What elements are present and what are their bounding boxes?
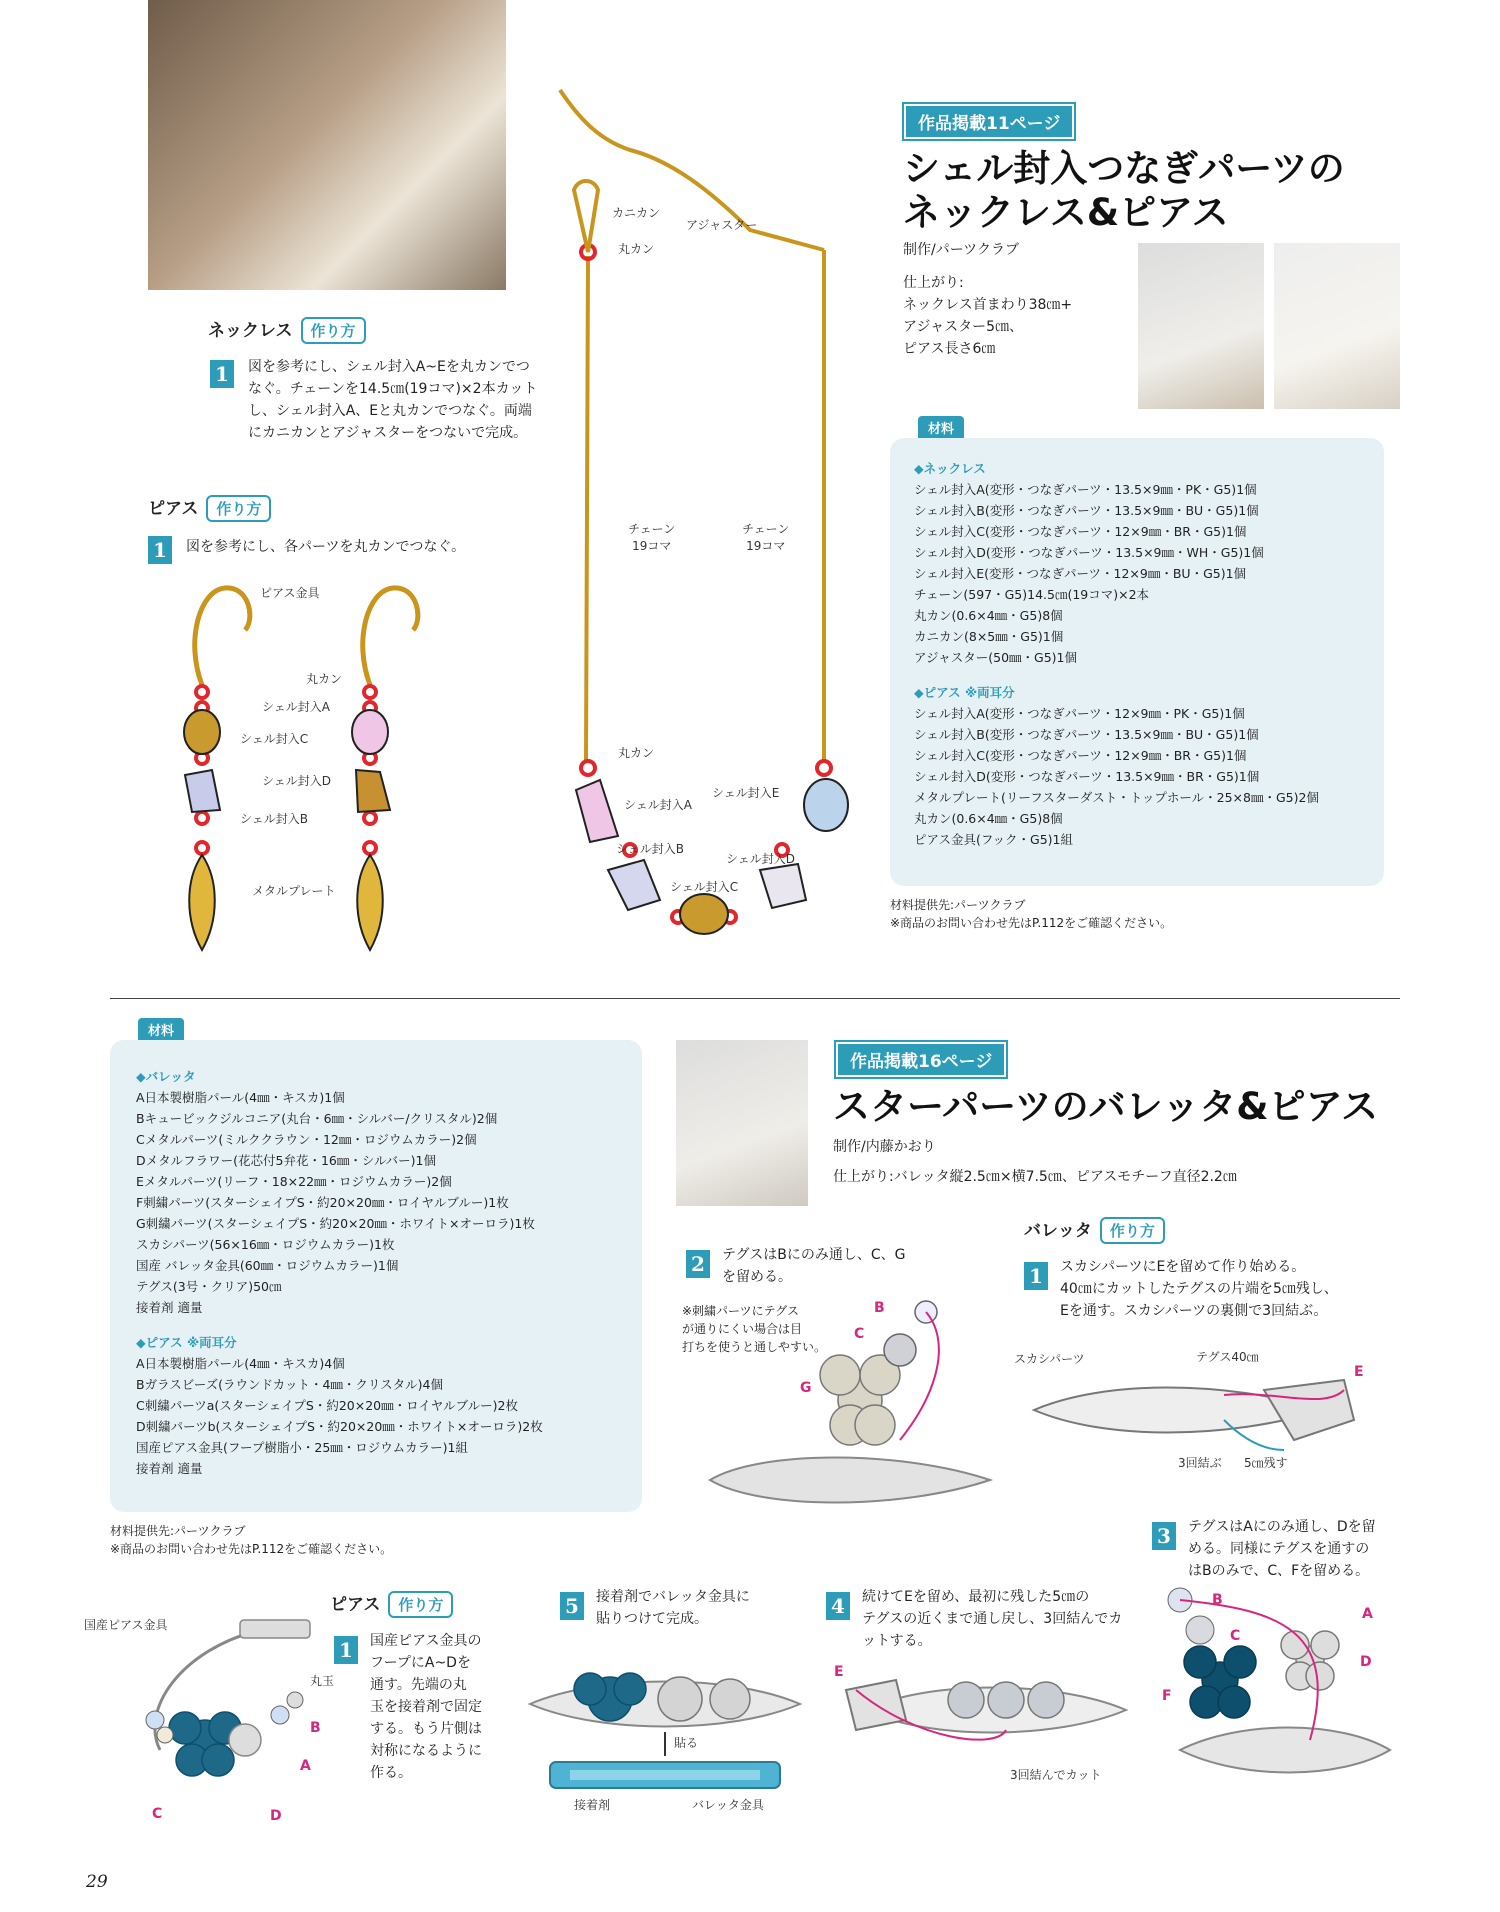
earring-photo [1138,243,1264,409]
material-item: アジャスター(50㎜・G5)1個 [914,650,1078,665]
step2-text: テグスはBにのみ通し、C、G を留める。 [722,1247,906,1285]
bottom-page-tag: 作品掲載16ページ [836,1042,1006,1077]
step4-number: 4 [826,1592,850,1620]
material-item: Bキュービックジルコニア(丸台・6㎜・シルバー/クリスタル)2個 [136,1111,498,1126]
mat-necklace-list [914,479,1374,668]
step5-diagram [520,1654,810,1814]
material-item: シェル封入C(変形・つなぎパーツ・12×9㎜・BR・G5)1個 [914,748,1247,763]
step4-text: 続けてEを留め、最初に残した5㎝の テグスの近くまで通し戻し、3回結んでカ ットする。 [862,1589,1123,1649]
neck-label-chain-left: チェーン 19コマ [628,522,676,553]
bottom-piercing-step-text: 国産ピアス金具の フープにA~Dを 通す。先端の丸 玉を接着剤で固定 する。もう片側は 対称になるように 作る。 [370,1633,482,1781]
top-materials-list [914,458,1374,850]
howto-pill: 作り方 [1100,1217,1165,1244]
pierce-letter-c: C [152,1806,163,1822]
material-item: メタルプレート(リーフスターダスト・トップホール・25×8㎜・G5)2個 [914,790,1319,805]
barrette-head-text: バレッタ [1024,1221,1092,1241]
label-knot3: 3回結ぶ [1178,1456,1222,1470]
bottom-materials-box [110,1040,642,1512]
step4-letter-e: E [834,1664,844,1680]
pierce-letter-d: D [270,1808,282,1824]
label-barrette-fitting: バレッタ金具 [692,1798,764,1812]
material-item: カニカン(8×5㎜・G5)1個 [914,629,1064,644]
material-item: シェル封入B(変形・つなぎパーツ・13.5×9㎜・BU・G5)1個 [914,727,1259,742]
necklace-step-number: 1 [210,360,234,388]
top-supplier-note: 材料提供先:パーツクラブ ※商品のお問い合わせ先はP.112をご確認ください。 [890,898,1173,930]
neck-label-shellD: シェル封入D [726,852,796,866]
step3-letter-b: B [1212,1592,1223,1608]
material-item: ピアス金具(フック・G5)1組 [914,832,1073,847]
material-item: チェーン(597・G5)14.5㎝(19コマ)×2本 [914,587,1150,602]
step2-letter-c: C [854,1326,865,1342]
material-item: A日本製樹脂パール(4㎜・キスカ)4個 [136,1356,345,1371]
label-marudama: 丸玉 [310,1674,335,1688]
howto-pill: 作り方 [206,495,271,522]
label-remain5: 5㎝残す [1244,1456,1288,1470]
barrette-photo [676,1040,808,1206]
neck-label-chain-right: チェーン 19コマ [742,522,790,553]
pierce-letter-a: A [300,1758,311,1774]
step2-number: 2 [686,1250,710,1278]
bottom-supplier-note: 材料提供先:パーツクラブ ※商品のお問い合わせ先はP.112をご確認ください。 [110,1524,393,1556]
ear-label-marukan: 丸カン [306,672,343,686]
necklace-diagram [560,80,860,950]
mat-barrette-head: ◆バレッタ [136,1069,196,1084]
step2-letter-b: B [874,1300,885,1316]
neck-label-shellB: シェル封入B [616,842,684,856]
step1-number: 1 [1024,1262,1048,1290]
material-item: C刺繍パーツa(スターシェイプS・約20×20㎜・ロイヤルブルー)2枚 [136,1398,518,1413]
step5-text: 接着剤でバレッタ金具に 貼りつけて完成。 [596,1589,750,1627]
piercing-step-text: 図を参考にし、各パーツを丸カンでつなぐ。 [186,539,466,555]
material-item: シェル封入D(変形・つなぎパーツ・13.5×9㎜・BR・G5)1個 [914,769,1260,784]
top-finish: 仕上がり: ネックレス首まわり38㎝+ アジャスター5㎝、 ピアス長さ6㎝ [903,275,1073,357]
model-photo [148,0,506,290]
top-title-line1: シェル封入つなぎパーツの [903,147,1345,190]
step1-text: スカシパーツにEを留めて作り始める。 40㎝にカットしたテグスの片端を5㎝残し、 Eを通す。スカシパーツの裏側で3回結ぶ。 [1060,1259,1338,1319]
bottom-materials-list [136,1066,636,1479]
material-item: 国産ピアス金具(フープ樹脂小・25㎜・ロジウムカラー)1組 [136,1440,468,1455]
material-item: テグス(3号・クリア)50㎝ [136,1279,282,1294]
bottom-piercing-head-text: ピアス [330,1595,381,1615]
label-tegusu40: テグス40㎝ [1196,1350,1259,1364]
bottom-title: スターパーツのバレッタ&ピアス [833,1085,1379,1128]
bottom-piercing-diagram [120,1620,340,1820]
bottom-piercing-heading [330,1590,453,1618]
label-paste: 貼る [674,1736,699,1750]
label-hoop: 国産ピアス金具 [84,1618,168,1632]
bottom-piercing-step-number: 1 [334,1636,358,1664]
ear-label-shellC: シェル封入C [240,732,309,746]
material-item: Eメタルパーツ(リーフ・18×22㎜・ロジウムカラー)2個 [136,1174,452,1189]
step1-letter-e: E [1354,1364,1364,1380]
material-item: D刺繍パーツb(スターシェイプS・約20×20㎜・ホワイト×オーロラ)2枚 [136,1419,543,1434]
material-item: 丸カン(0.6×4㎜・G5)8個 [914,811,1063,826]
necklace-heading [208,316,366,344]
necklace-step-text: 図を参考にし、シェル封入A~Eを丸カンでつ なぐ。チェーンを14.5㎝(19コマ)×2本カット し、シェル封入A、Eと丸カンでつなぐ。両端 にカニカンとアジャスターをつないで完成。 [248,359,538,441]
ear-label-shellB: シェル封入B [240,812,308,826]
neck-label-marukan: 丸カン [618,242,655,256]
mat-piercing-head: ◆ピアス ※両耳分 [914,685,1015,700]
page-number: 29 [86,1872,108,1892]
mat-barrette-list [136,1087,636,1318]
step3-letter-c: C [1230,1628,1241,1644]
material-item: シェル封入D(変形・つなぎパーツ・13.5×9㎜・WH・G5)1個 [914,545,1264,560]
neck-label-shellE: シェル封入E [712,786,780,800]
material-item: F刺繍パーツ(スターシェイプS・約20×20㎜・ロイヤルブルー)1枚 [136,1195,509,1210]
material-item: 接着剤 適量 [136,1300,203,1315]
step2-note: ※刺繍パーツにテグス が通りにくい場合は目 打ちを使うと通しやすい。 [682,1304,827,1354]
mat-bottom-piercing-list [136,1353,636,1479]
material-item: シェル封入C(変形・つなぎパーツ・12×9㎜・BR・G5)1個 [914,524,1247,539]
material-item: スカシパーツ(56×16㎜・ロジウムカラー)1枚 [136,1237,395,1252]
section-divider [110,998,1400,999]
ear-label-shellA: シェル封入A [262,700,330,714]
step3-letter-a: A [1362,1606,1373,1622]
label-glue: 接着剤 [574,1798,611,1812]
piercing-head-text: ピアス [148,499,199,519]
neck-label-marukan2: 丸カン [618,746,655,760]
material-item: シェル封入A(変形・つなぎパーツ・12×9㎜・PK・G5)1個 [914,706,1245,721]
mat-necklace-head: ◆ネックレス [914,461,986,476]
material-item: Cメタルパーツ(ミルククラウン・12㎜・ロジウムカラー)2個 [136,1132,477,1147]
piercing-heading [148,494,271,522]
neck-label-adjuster: アジャスター [686,218,758,232]
label-sukashi: スカシパーツ [1014,1352,1085,1366]
material-item: 国産 バレッタ金具(60㎜・ロジウムカラー)1個 [136,1258,399,1273]
material-item: Dメタルフラワー(花芯付5弁花・16㎜・シルバー)1個 [136,1153,437,1168]
howto-pill: 作り方 [388,1591,453,1618]
pierce-letter-b: B [310,1720,321,1736]
earring-diagram [180,580,440,960]
neck-label-shellC: シェル封入C [670,880,739,894]
material-item: G刺繍パーツ(スターシェイプS・約20×20㎜・ホワイト×オーロラ)1枚 [136,1216,535,1231]
howto-pill: 作り方 [301,317,366,344]
step5-number: 5 [560,1592,584,1620]
material-item: Bガラスビーズ(ラウンドカット・4㎜・クリスタル)4個 [136,1377,443,1392]
top-title-line2: ネックレス&ピアス [903,191,1229,234]
mat-bottom-piercing-head: ◆ピアス ※両耳分 [136,1335,237,1350]
step3-number: 3 [1152,1522,1176,1550]
ear-label-shellD: シェル封入D [262,774,332,788]
barrette-heading [1024,1216,1165,1244]
necklace-photo [1274,243,1400,409]
top-page-tag: 作品掲載11ページ [904,104,1074,139]
piercing-step-number: 1 [148,536,172,564]
material-item: シェル封入B(変形・つなぎパーツ・13.5×9㎜・BU・G5)1個 [914,503,1259,518]
step2-diagram [700,1280,1000,1520]
material-item: シェル封入A(変形・つなぎパーツ・13.5×9㎜・PK・G5)1個 [914,482,1257,497]
bottom-materials-tag: 材料 [138,1018,184,1041]
bottom-maker: 制作/内藤かおり [833,1139,936,1155]
material-item: A日本製樹脂パール(4㎜・キスカ)1個 [136,1090,345,1105]
necklace-head-text: ネックレス [208,321,293,341]
top-materials-box [890,438,1384,886]
neck-label-shellA: シェル封入A [624,798,692,812]
ear-label-hook: ピアス金具 [260,586,320,600]
step2-letter-g: G [800,1380,812,1396]
ear-label-plate: メタルプレート [252,884,336,898]
top-maker: 制作/パーツクラブ [903,242,1020,258]
step3-text: テグスはAにのみ通し、Dを留 める。同様にテグスを通すの はBのみで、C、Fを留める。 [1188,1519,1376,1579]
material-item: シェル封入E(変形・つなぎパーツ・12×9㎜・BU・G5)1個 [914,566,1247,581]
neck-label-kanikan: カニカン [612,206,661,220]
mat-piercing-list [914,703,1374,850]
step4-diagram [836,1660,1136,1770]
step3-letter-f: F [1162,1688,1172,1704]
top-materials-tag: 材料 [918,416,964,439]
bottom-finish: 仕上がり:バレッタ縦2.5㎝×横7.5㎝、ピアスモチーフ直径2.2㎝ [833,1169,1237,1185]
step3-letter-d: D [1360,1654,1372,1670]
material-item: 接着剤 適量 [136,1461,203,1476]
material-item: 丸カン(0.6×4㎜・G5)8個 [914,608,1063,623]
label-knotcut: 3回結んでカット [1010,1768,1102,1782]
